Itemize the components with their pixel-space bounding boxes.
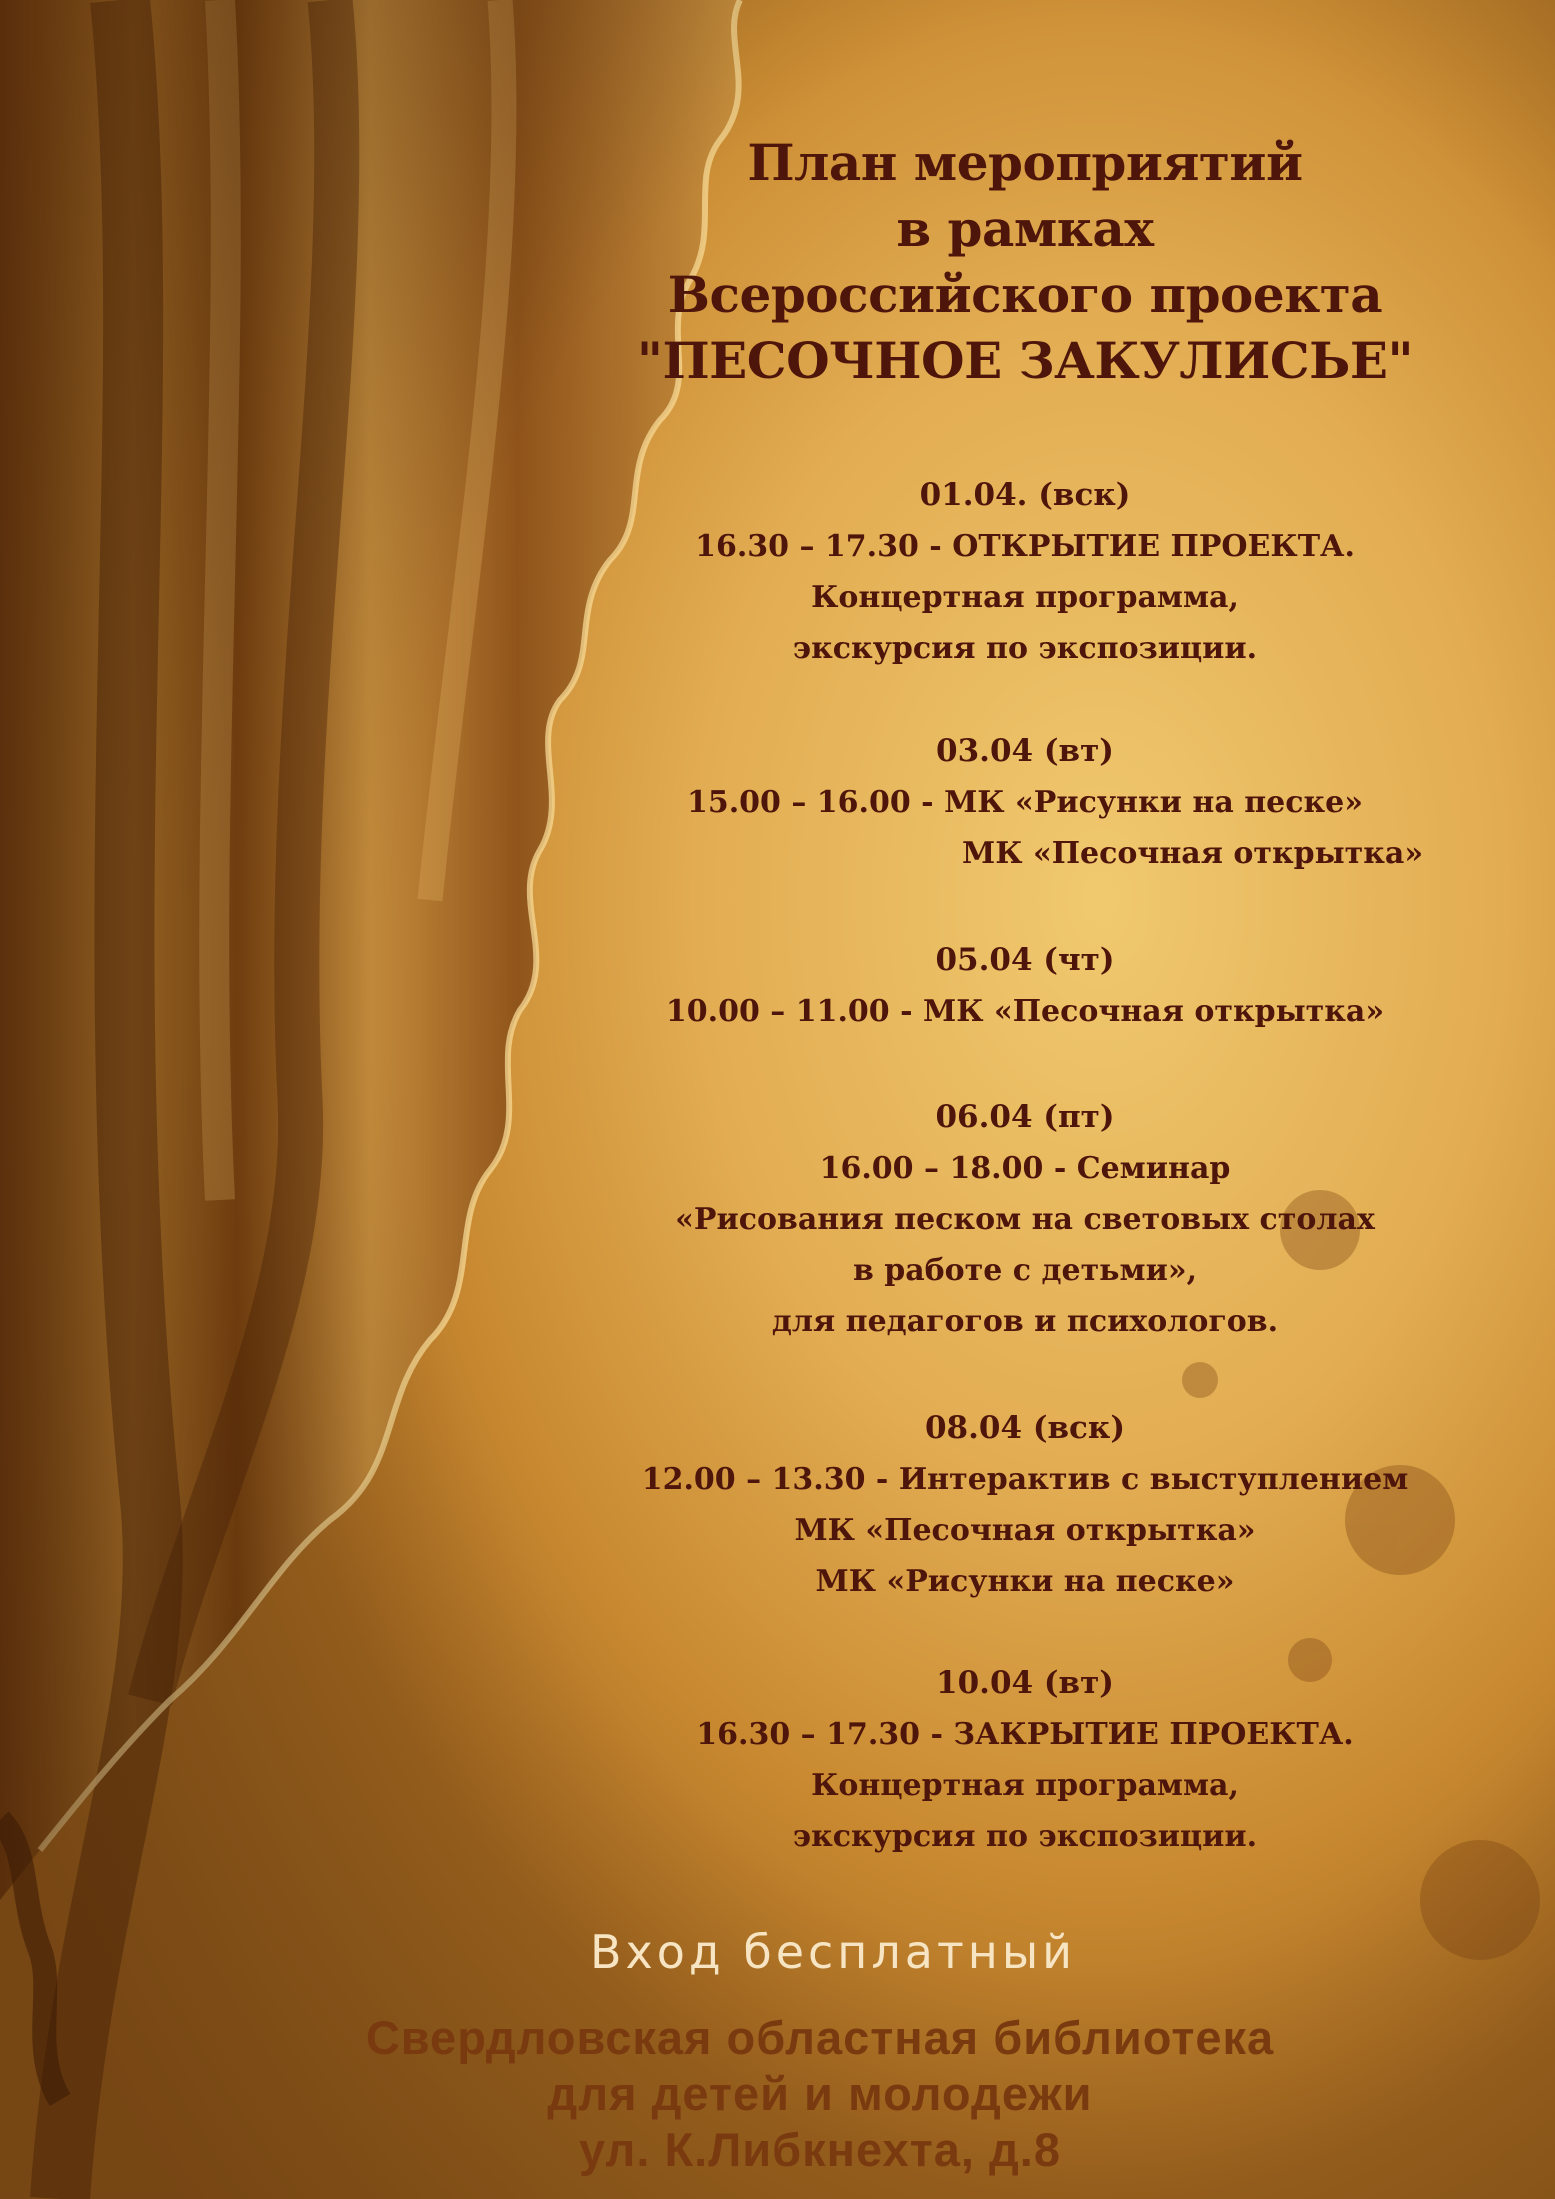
event-date: 05.04 (чт) <box>935 942 1115 978</box>
event-08-04 <box>560 1403 1490 1607</box>
free-entry-note: Вход бесплатный <box>590 1925 1077 1979</box>
event-line: 16.30 – 17.30 - ЗАКРЫТИЕ ПРОЕКТА. <box>696 1717 1354 1752</box>
event-03-04 <box>560 726 1490 879</box>
event-line: 10.00 – 11.00 - МК «Песочная открытка» <box>665 994 1385 1029</box>
title-line-2: в рамках <box>896 199 1154 258</box>
event-line: 15.00 – 16.00 - МК «Рисунки на песке» <box>686 785 1364 820</box>
library-address: ул. К.Либкнехта, д.8 <box>578 2123 1061 2176</box>
event-line: МК «Рисунки на песке» <box>815 1564 1235 1599</box>
event-date: 01.04. (вск) <box>919 477 1131 513</box>
poster-title <box>560 130 1490 394</box>
event-line: МК «Песочная открытка» <box>794 1513 1256 1548</box>
event-line: 16.30 – 17.30 - ОТКРЫТИЕ ПРОЕКТА. <box>695 529 1355 564</box>
title-line-1: План мероприятий <box>747 133 1303 192</box>
title-line-3: Всероссийского проекта <box>667 265 1383 324</box>
library-address-block <box>290 2010 1350 2178</box>
event-line: в работе с детьми», <box>852 1253 1198 1288</box>
event-line: Концертная программа, <box>811 1768 1239 1803</box>
event-line: экскурсия по экспозиции. <box>792 1819 1258 1854</box>
event-line: МК «Песочная открытка» <box>962 836 1424 871</box>
poster-content <box>560 0 1490 2199</box>
event-date: 06.04 (пт) <box>935 1099 1115 1135</box>
event-05-04 <box>560 935 1490 1037</box>
event-date: 10.04 (вт) <box>936 1665 1114 1701</box>
title-line-4: "ПЕСОЧНОЕ ЗАКУЛИСЬЕ" <box>636 331 1414 390</box>
library-name-line-1: Свердловская областная библиотека <box>365 2011 1275 2064</box>
event-date: 03.04 (вт) <box>936 733 1114 769</box>
event-date: 08.04 (вск) <box>924 1410 1125 1446</box>
event-06-04 <box>560 1092 1490 1347</box>
event-line: «Рисования песком на световых столах <box>675 1202 1375 1237</box>
event-line: для педагогов и психологов. <box>771 1304 1279 1339</box>
event-01-04 <box>560 470 1490 674</box>
event-line: 16.00 – 18.00 - Семинар <box>819 1151 1231 1186</box>
library-name-line-2: для детей и молодежи <box>547 2067 1093 2120</box>
event-line: экскурсия по экспозиции. <box>792 631 1258 666</box>
event-10-04 <box>560 1658 1490 1862</box>
event-line: 12.00 – 13.30 - Интерактив с выступлением <box>641 1462 1409 1497</box>
event-line: Концертная программа, <box>811 580 1239 615</box>
